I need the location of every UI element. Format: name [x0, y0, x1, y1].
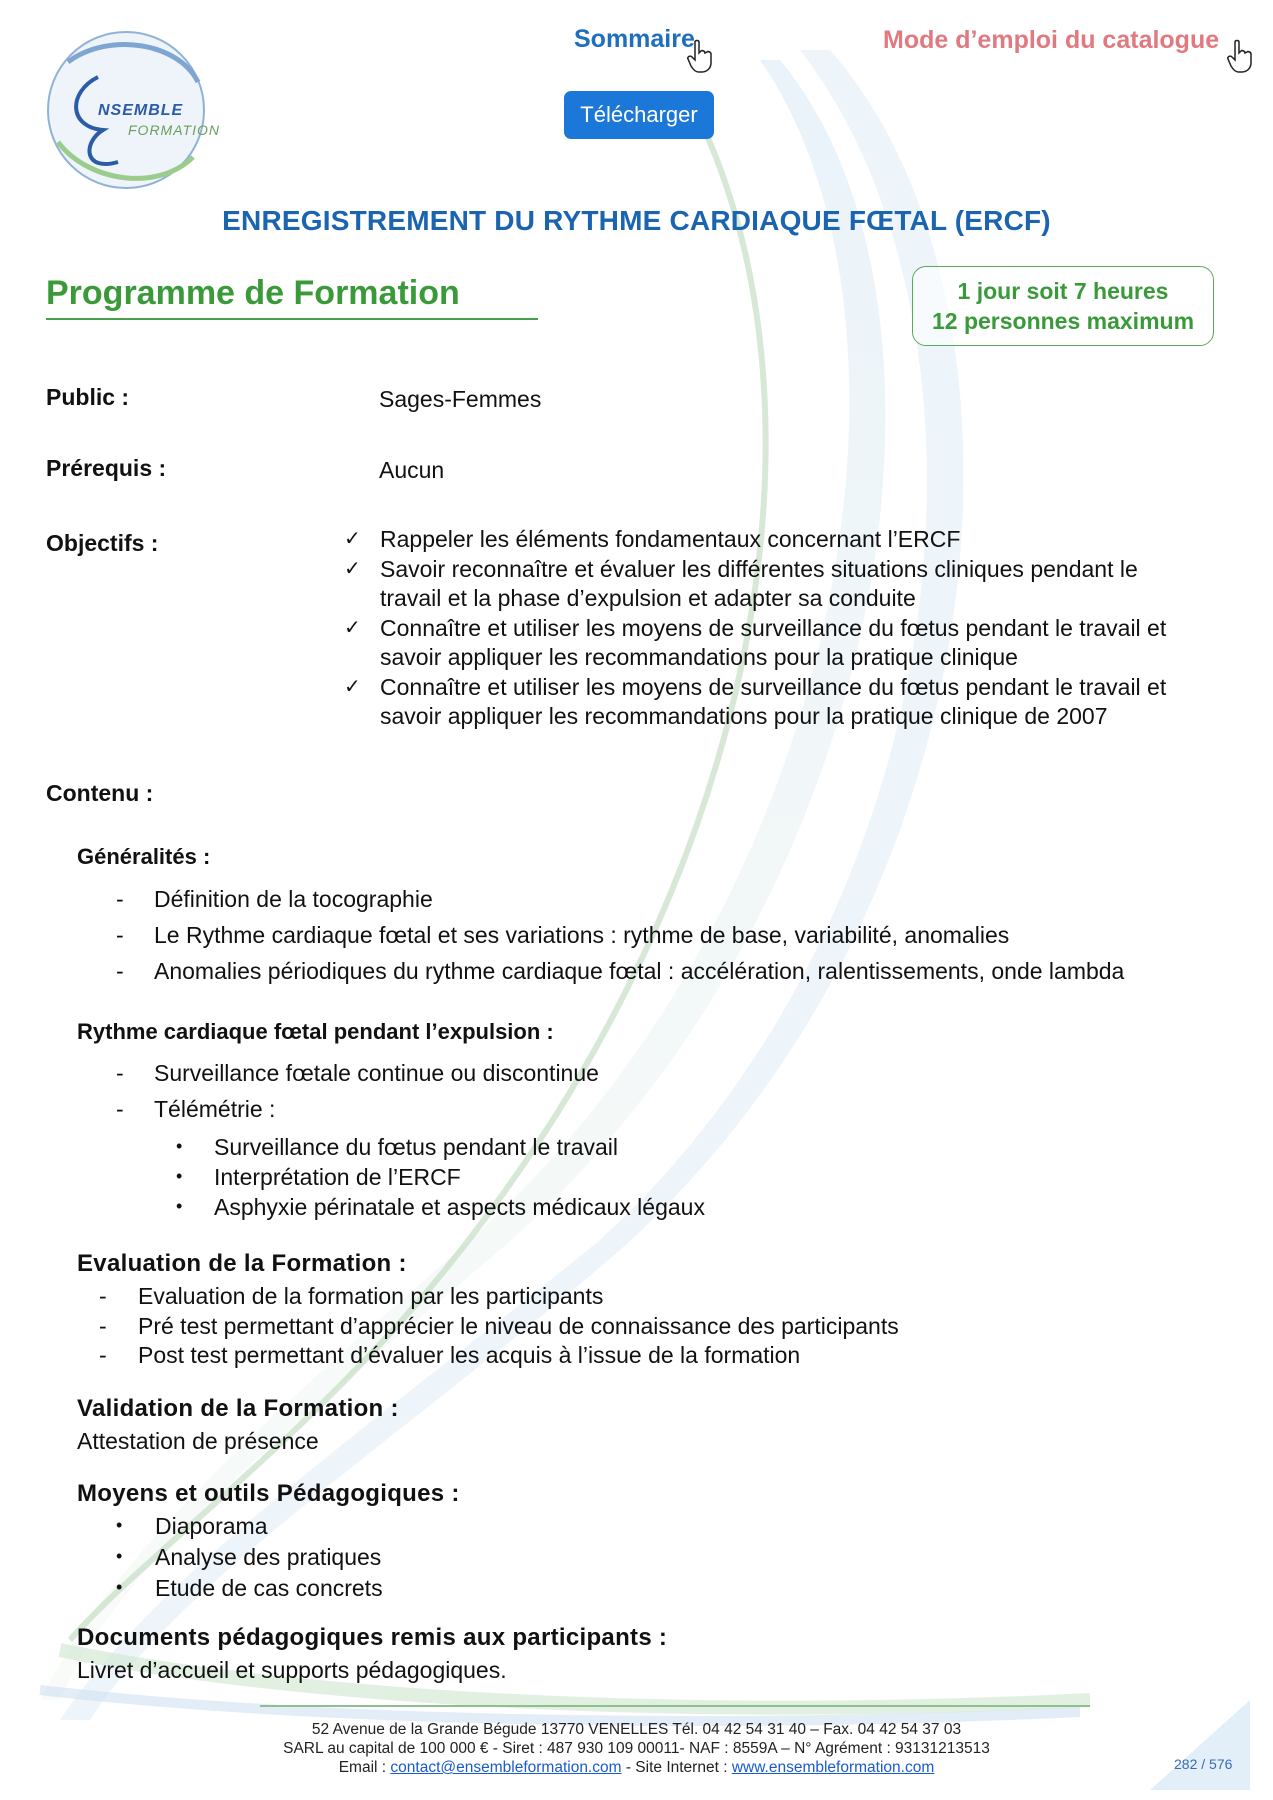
moyens-heading: Moyens et outils Pédagogiques : — [77, 1480, 460, 1507]
sommaire-link[interactable]: Sommaire — [574, 25, 695, 53]
download-button[interactable]: Télécharger — [564, 91, 714, 139]
logo-text-1: NSEMBLE — [98, 102, 184, 119]
footer — [0, 1720, 1273, 1777]
evaluation-list — [99, 1283, 1099, 1372]
validation-text: Attestation de présence — [77, 1428, 319, 1454]
list-item: - Télémétrie : — [116, 1096, 276, 1122]
programme-heading: Programme de Formation — [46, 274, 460, 312]
list-item: - Evaluation de la formation par les participants — [99, 1283, 604, 1309]
list-item: - Pré test permettant d’apprécier le niveau de connaissance des participants — [99, 1312, 899, 1339]
validation-heading: Validation de la Formation : — [77, 1395, 399, 1422]
expulsion-heading: Rythme cardiaque fœtal pendant l’expulsion : — [77, 1019, 554, 1044]
moyens-list — [116, 1513, 716, 1606]
generalites-list — [116, 886, 1216, 994]
website-link[interactable]: www.ensembleformation.com — [731, 1759, 935, 1776]
public-label: Public : — [46, 384, 130, 410]
capacity-text: 12 personnes maximum — [931, 308, 1195, 334]
list-item: • Analyse des pratiques — [116, 1544, 382, 1570]
programme-underline — [46, 318, 538, 320]
list-item: - Post test permettant d’évaluer les acquis à l’issue de la formation — [99, 1342, 801, 1368]
footer-address: 52 Avenue de la Grande Bégude 13770 VENELLES Tél. 04 42 54 31 40 – Fax. 04 42 54 37 03 — [311, 1721, 962, 1738]
duration-box — [912, 266, 1214, 346]
list-item: • Surveillance du fœtus pendant le travail — [176, 1134, 618, 1160]
list-item: ✓ Rappeler les éléments fondamentaux concernant l’ERCF — [344, 525, 1204, 555]
prerequis-value: Aucun — [379, 457, 445, 483]
hand-pointer-icon — [686, 39, 714, 73]
list-item: ✓ Connaître et utiliser les moyens de surveillance du fœtus pendant le travail et savoir appliquer les recommandations pour la pratique clinique de 2007 — [344, 673, 1167, 729]
objectifs-label: Objectifs : — [46, 530, 159, 556]
hand-pointer-icon — [1226, 39, 1254, 73]
public-value: Sages-Femmes — [379, 386, 542, 412]
telemetrie-sublist — [176, 1134, 1076, 1224]
check-icon: ✓ — [344, 675, 361, 698]
logo-text-2: FORMATION — [128, 122, 220, 138]
evaluation-heading: Evaluation de la Formation : — [77, 1250, 407, 1277]
prerequis-label: Prérequis : — [46, 455, 167, 481]
list-item: - Définition de la tocographie — [116, 886, 433, 912]
list-item: ✓ Connaître et utiliser les moyens de surveillance du fœtus pendant le travail et savoir appliquer les recommandations pour la pratique clinique — [344, 614, 1167, 670]
list-item: • Diaporama — [116, 1513, 268, 1539]
list-item: ✓ Savoir reconnaître et évaluer les différentes situations cliniques pendant le travail et la phase d’expulsion et adapter sa conduite — [344, 555, 1138, 611]
document-title: ENREGISTREMENT DU RYTHME CARDIAQUE FŒTAL (ERCF) — [222, 205, 1051, 236]
page-number: 282 / 576 — [1174, 1756, 1233, 1772]
list-item: - Anomalies périodiques du rythme cardiaque fœtal : accélération, ralentissements, onde lambda — [116, 958, 1125, 984]
duration-text: 1 jour soit 7 heures — [957, 278, 1169, 304]
list-item: • Etude de cas concrets — [116, 1575, 383, 1601]
expulsion-list — [116, 1060, 1116, 1132]
check-icon: ✓ — [344, 616, 361, 639]
documents-text: Livret d’accueil et supports pédagogiques. — [77, 1657, 507, 1683]
list-item: • Asphyxie périnatale et aspects médicaux légaux — [176, 1194, 705, 1220]
ensemble-formation-logo — [28, 22, 238, 192]
check-icon: ✓ — [344, 557, 361, 580]
objectifs-list — [344, 525, 1204, 732]
documents-heading: Documents pédagogiques remis aux participants : — [77, 1624, 668, 1651]
check-icon: ✓ — [344, 528, 361, 550]
mode-emploi-link[interactable]: Mode d’emploi du catalogue — [883, 26, 1220, 54]
contenu-label: Contenu : — [46, 780, 154, 806]
footer-contact: Email : contact@ensembleformation.com - Site Internet : www.ensembleformation.com — [338, 1759, 935, 1776]
footer-legal: SARL au capital de 100 000 € - Siret : 487 930 109 00011- NAF : 8559A – N° Agrément : 93131213513 — [283, 1740, 990, 1757]
generalites-heading: Généralités : — [77, 844, 211, 869]
list-item: - Surveillance fœtale continue ou discontinue — [116, 1060, 599, 1086]
email-link[interactable]: contact@ensembleformation.com — [390, 1759, 622, 1776]
list-item: - Le Rythme cardiaque fœtal et ses variations : rythme de base, variabilité, anomalies — [116, 922, 1010, 948]
list-item: • Interprétation de l’ERCF — [176, 1164, 461, 1190]
